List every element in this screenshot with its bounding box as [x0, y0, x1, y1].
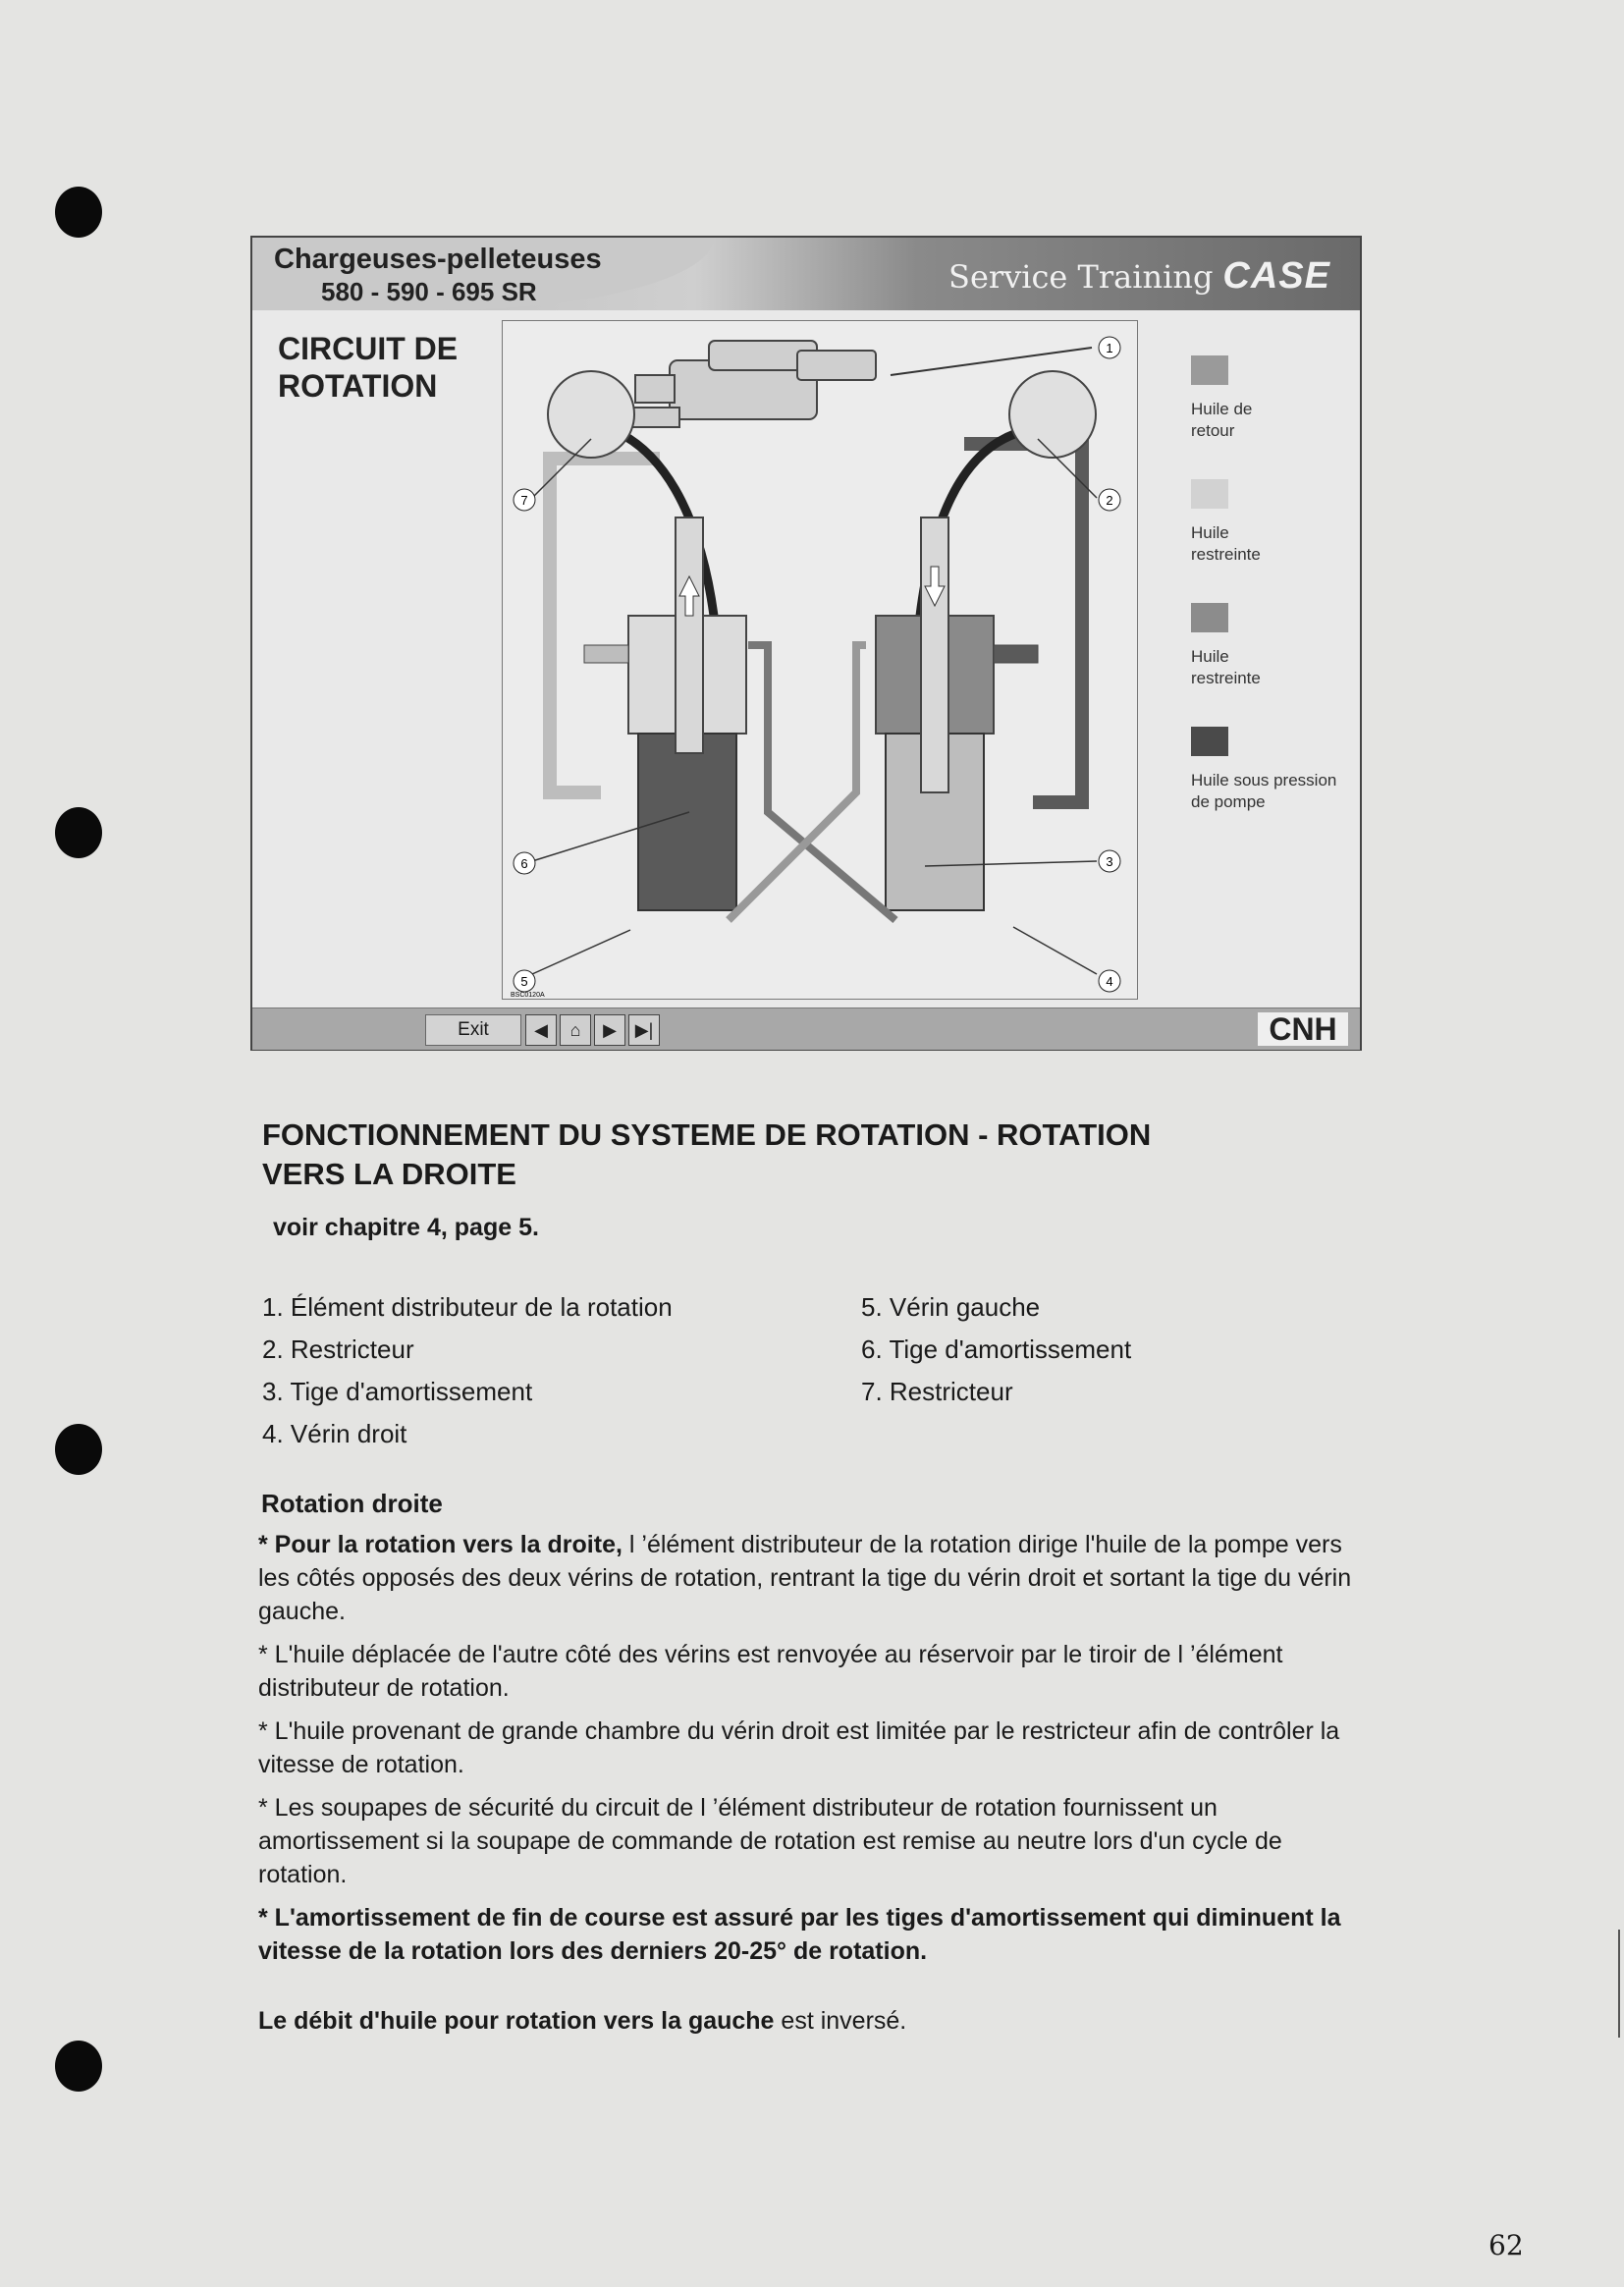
closing-note: Le débit d'huile pour rotation vers la gauche est inversé. — [258, 2007, 907, 2035]
page-heading: FONCTIONNEMENT DU SYSTEME DE ROTATION - ROTATION VERS LA DROITE — [262, 1117, 1152, 1191]
callout-5: 5 — [520, 974, 528, 989]
slide-header — [252, 238, 1360, 310]
callout-6: 6 — [520, 856, 528, 871]
list-item: 2. Restricteur — [262, 1334, 414, 1364]
callout-4: 4 — [1106, 974, 1113, 989]
left-cylinder — [584, 517, 746, 910]
list-item: 6. Tige d'amortissement — [861, 1334, 1132, 1364]
parts-list-left — [262, 1286, 673, 1455]
list-item: 5. Vérin gauche — [861, 1292, 1041, 1322]
paragraph: * Pour la rotation vers la droite, l ’élément distributeur de la rotation dirige l'huile de la pompe vers les côtés opposés des deux vérins de rotation, rentrant la tige du vérin droit et sortant la tige du vérin gauche. — [258, 1531, 1352, 1625]
exit-button[interactable]: Exit — [425, 1014, 521, 1046]
control-valve — [621, 341, 876, 427]
section-title: Rotation droite — [261, 1489, 443, 1518]
legend-return-oil: Huile de retour — [1191, 355, 1270, 442]
list-item: 3. Tige d'amortissement — [262, 1377, 533, 1406]
last-button[interactable] — [628, 1014, 660, 1046]
paragraph: * Les soupapes de sécurité du circuit de l ’élément distributeur de rotation fournissent un amortissement si la soupape de commande de rotation est remise au neutre lors d'un cycle de rotation. — [258, 1794, 1282, 1888]
scan-edge-mark — [1618, 1930, 1620, 2038]
binder-hole-1 — [55, 187, 102, 238]
body-text — [258, 1528, 1358, 1978]
chapter-reference: voir chapitre 4, page 5. — [273, 1214, 539, 1241]
callout-2: 2 — [1106, 493, 1113, 508]
slide-footer — [252, 1007, 1360, 1050]
next-button[interactable] — [594, 1014, 625, 1046]
callout-1: 1 — [1106, 341, 1113, 355]
binder-hole-2 — [55, 807, 102, 858]
paragraph: * L'huile provenant de grande chambre du vérin droit est limitée par le restricteur afin de contrôler la vitesse de rotation. — [258, 1717, 1340, 1778]
home-button[interactable] — [560, 1014, 591, 1046]
cnh-logo: CNH — [1258, 1012, 1348, 1046]
home-icon: ⌂ — [569, 1019, 581, 1040]
brand-text: Service Training — [948, 258, 1214, 296]
legend-restricted-oil-2: Huile restreinte — [1191, 603, 1279, 689]
training-slide — [250, 236, 1362, 1051]
arrow-left-icon: ◀ — [534, 1019, 548, 1040]
brand-banner — [948, 255, 1330, 298]
legend-pump-pressure-oil: Huile sous pression de pompe — [1191, 727, 1358, 813]
slide-header-title: Chargeuses-pelleteuses — [274, 244, 602, 275]
rotation-circuit-diagram — [502, 320, 1138, 1000]
page-number: 62 — [1489, 2229, 1524, 2261]
callout-3: 3 — [1106, 854, 1113, 869]
slide-title: CIRCUIT DE ROTATION — [278, 331, 459, 404]
binder-hole-4 — [55, 2041, 102, 2092]
arrow-right-icon: ▶ — [603, 1019, 617, 1040]
list-item: 7. Restricteur — [861, 1377, 1013, 1406]
binder-hole-3 — [55, 1424, 102, 1475]
paragraph: * L'huile déplacée de l'autre côté des vérins est renvoyée au réservoir par le tiroir de l ’élément distributeur de rotation. — [258, 1641, 1283, 1702]
parts-list-right — [861, 1286, 1131, 1413]
case-logo: CASE — [1222, 255, 1330, 297]
legend-restricted-oil-1: Huile restreinte — [1191, 479, 1279, 566]
right-cylinder — [876, 517, 1038, 910]
skip-end-icon: ▶| — [634, 1019, 654, 1040]
slide-header-models: 580 - 590 - 695 SR — [321, 277, 537, 306]
callout-7: 7 — [520, 493, 528, 508]
list-item: 4. Vérin droit — [262, 1419, 407, 1448]
list-item: 1. Élément distributeur de la rotation — [262, 1292, 673, 1322]
diagram-code: BSC0120A — [511, 992, 545, 999]
previous-button[interactable] — [525, 1014, 557, 1046]
paragraph: * L'amortissement de fin de course est assuré par les tiges d'amortissement qui diminuent la vitesse de la rotation lors des derniers 20-25° de rotation. — [258, 1904, 1341, 1965]
